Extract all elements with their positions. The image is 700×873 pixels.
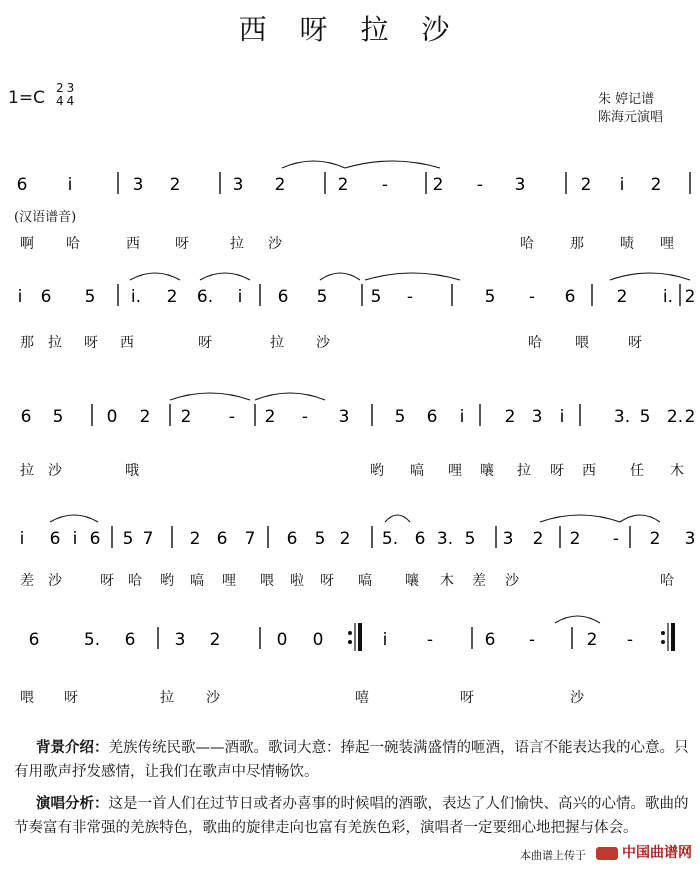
- note: 6: [277, 287, 289, 307]
- singer-credit: 陈海元演唱: [598, 110, 664, 125]
- note: -: [228, 407, 236, 427]
- note: -: [612, 529, 620, 549]
- note: 2: [169, 175, 181, 195]
- note: 3: [684, 529, 696, 549]
- lyric-char: 哟: [370, 463, 384, 479]
- note: 2: [684, 287, 696, 307]
- note: 6: [414, 529, 426, 549]
- lyric-char: 沙: [570, 690, 584, 706]
- lyric-char: 呀: [100, 573, 114, 589]
- lyric-char: 呀: [550, 463, 564, 479]
- lyric-char: 喂: [575, 335, 589, 351]
- lyric-char: 哩: [222, 573, 236, 589]
- slur: [610, 273, 690, 280]
- lyric-char: 嚷: [480, 463, 494, 479]
- lyric-char: 沙: [268, 236, 282, 252]
- lyric-char: 嘻: [355, 690, 369, 706]
- lyric-char: 哈: [128, 573, 142, 589]
- note: 2: [504, 407, 516, 427]
- note: 5.: [83, 630, 101, 650]
- lyric-char: 西: [120, 335, 134, 351]
- note: 2: [580, 175, 592, 195]
- note: 6: [40, 287, 52, 307]
- lyric-char: 哦: [125, 463, 139, 479]
- note: 0: [312, 630, 324, 650]
- lyric-char: 喂: [260, 573, 274, 589]
- lyric-char: 拉: [270, 335, 284, 351]
- note: 5: [84, 287, 96, 307]
- lyric-char: 拉: [48, 335, 62, 351]
- note: 2: [339, 529, 351, 549]
- lyric-char: 呀: [628, 335, 642, 351]
- note: 6: [49, 529, 61, 549]
- note: i: [72, 529, 78, 549]
- note: 2: [166, 287, 178, 307]
- note: 3.: [613, 407, 631, 427]
- lyric-char: 嗃: [358, 573, 372, 589]
- note: 6.: [196, 287, 214, 307]
- lyric-char: 沙: [206, 690, 220, 706]
- note: 2.: [666, 407, 684, 427]
- note: 6: [20, 407, 32, 427]
- slur: [130, 273, 180, 280]
- note: 2: [569, 529, 581, 549]
- lyric-char: 任: [630, 463, 644, 479]
- slur: [255, 393, 325, 400]
- note: 5: [314, 529, 326, 549]
- note: 6: [484, 630, 496, 650]
- note: 5: [52, 407, 64, 427]
- site-logo[interactable]: [596, 842, 692, 862]
- key-signature: 1=C: [8, 88, 45, 108]
- repeat-dot: [661, 631, 665, 635]
- note: 6: [426, 407, 438, 427]
- lyric-char: 木: [440, 573, 454, 589]
- repeat-dot: [348, 631, 352, 635]
- slur: [345, 161, 440, 168]
- note: 2: [432, 175, 444, 195]
- note: i: [17, 287, 23, 307]
- note: i: [19, 529, 25, 549]
- note: 3: [232, 175, 244, 195]
- note: 6: [286, 529, 298, 549]
- lyric-char: 呀: [84, 335, 98, 351]
- meter-3-4: 3 4: [66, 81, 75, 108]
- lyric-char: 啧: [620, 236, 634, 252]
- background-intro: [14, 736, 694, 784]
- notation-label: (汉语谱音): [14, 210, 77, 225]
- lyric-char: 哟: [160, 573, 174, 589]
- note: 2: [649, 529, 661, 549]
- note: 5: [484, 287, 496, 307]
- note: 2: [337, 175, 349, 195]
- note: 6: [216, 529, 228, 549]
- note: 5: [122, 529, 134, 549]
- lyric-line-3: [0, 460, 700, 480]
- lyric-char: 西: [126, 236, 140, 252]
- note: 5: [316, 287, 328, 307]
- note: 3: [132, 175, 144, 195]
- lyric-char: 拉: [230, 236, 244, 252]
- note: 5.: [381, 529, 399, 549]
- lyric-char: 啦: [290, 573, 304, 589]
- note: i.: [662, 287, 674, 307]
- note: 7: [142, 529, 154, 549]
- slur: [200, 273, 250, 280]
- lyric-char: 西: [582, 463, 596, 479]
- lyric-line-1: [0, 233, 700, 253]
- meter-2-4: 2 4: [56, 81, 64, 108]
- note: 5: [370, 287, 382, 307]
- lyric-char: 嗃: [410, 463, 424, 479]
- note: i: [67, 175, 73, 195]
- note: 3: [174, 630, 186, 650]
- note: 6: [124, 630, 136, 650]
- transcriber-credit: 朱 婷记谱: [598, 92, 655, 107]
- lyric-char: 拉: [160, 690, 174, 706]
- note: 2: [532, 529, 544, 549]
- lyric-char: 木: [670, 463, 684, 479]
- singing-analysis: [14, 792, 694, 840]
- note: 2: [189, 529, 201, 549]
- upload-note: 本曲谱上传于: [520, 849, 586, 862]
- lyric-char: 哩: [448, 463, 462, 479]
- note: 2: [650, 175, 662, 195]
- note: -: [381, 175, 389, 195]
- note: -: [476, 175, 484, 195]
- note: -: [426, 630, 434, 650]
- note: 0: [106, 407, 118, 427]
- lyric-char: 嗃: [190, 573, 204, 589]
- note: i: [619, 175, 625, 195]
- lyric-char: 差: [20, 573, 34, 589]
- note: 3: [514, 175, 526, 195]
- lyric-line-5: [0, 687, 700, 707]
- note: 2: [684, 407, 696, 427]
- note: 2: [180, 407, 192, 427]
- note: i: [459, 407, 465, 427]
- lyric-char: 那: [570, 236, 584, 252]
- note: -: [528, 287, 536, 307]
- note: 2: [274, 175, 286, 195]
- note: 2: [209, 630, 221, 650]
- slur: [320, 273, 360, 280]
- lyric-char: 沙: [316, 335, 330, 351]
- lyric-line-2: [0, 332, 700, 352]
- lyric-char: 哈: [66, 236, 80, 252]
- lyric-char: 嚷: [405, 573, 419, 589]
- background-label: 背景介绍：: [36, 740, 109, 756]
- note: 5: [394, 407, 406, 427]
- note: 2: [264, 407, 276, 427]
- lyric-char: 呀: [64, 690, 78, 706]
- note: 6: [16, 175, 28, 195]
- note: 6: [28, 630, 40, 650]
- song-title: 西 呀 拉 沙: [238, 13, 462, 46]
- analysis-label: 演唱分析：: [36, 796, 109, 812]
- note: 2: [139, 407, 151, 427]
- slur: [282, 161, 345, 168]
- note: 6: [89, 529, 101, 549]
- note: 6: [564, 287, 576, 307]
- note: 7: [244, 529, 256, 549]
- note: 3: [338, 407, 350, 427]
- slur: [385, 515, 410, 522]
- lyric-char: 啊: [20, 236, 34, 252]
- note: 5: [639, 407, 651, 427]
- note: 5: [464, 529, 476, 549]
- note: 2: [586, 630, 598, 650]
- note: -: [626, 630, 634, 650]
- lyric-char: 差: [472, 573, 486, 589]
- slur: [540, 515, 620, 522]
- lyric-char: 拉: [517, 463, 531, 479]
- lyric-char: 呀: [320, 573, 334, 589]
- lyric-char: 哈: [520, 236, 534, 252]
- note: i: [237, 287, 243, 307]
- lyric-char: 哩: [660, 236, 674, 252]
- slur: [50, 515, 98, 522]
- repeat-dot: [348, 640, 352, 644]
- lyric-char: 沙: [48, 463, 62, 479]
- slur: [620, 515, 660, 522]
- slur: [555, 616, 600, 623]
- note: 2: [616, 287, 628, 307]
- lyric-char: 哈: [660, 573, 674, 589]
- lyric-char: 呀: [175, 236, 189, 252]
- background-text: 羌族传统民歌——酒歌。歌词大意：捧起一碗装满盛情的咂酒，语言不能表达我的心意。只有用歌声抒发感情，让我们在歌声中尽情畅饮。: [14, 740, 689, 780]
- lyric-char: 哈: [528, 335, 542, 351]
- lyric-char: 拉: [20, 463, 34, 479]
- note: 3: [531, 407, 543, 427]
- site-name: 中国曲谱网: [622, 845, 692, 861]
- note: 0: [276, 630, 288, 650]
- logo-icon: [596, 847, 618, 860]
- lyric-char: 喂: [20, 690, 34, 706]
- note: -: [406, 287, 414, 307]
- note: i: [382, 630, 388, 650]
- lyric-char: 呀: [460, 690, 474, 706]
- lyric-char: 呀: [198, 335, 212, 351]
- note: i.: [130, 287, 142, 307]
- note: -: [301, 407, 309, 427]
- lyric-line-4: [0, 570, 700, 590]
- lyric-char: 那: [20, 335, 34, 351]
- note: 3: [502, 529, 514, 549]
- note: i: [559, 407, 565, 427]
- lyric-char: 沙: [505, 573, 519, 589]
- analysis-text: 这是一首人们在过节日或者办喜事的时候唱的酒歌，表达了人们愉快、高兴的心情。歌曲的节奏富有非常强的羌族特色，歌曲的旋律走向也富有羌族色彩，演唱者一定要细心地把握与体会。: [14, 796, 689, 836]
- repeat-dot: [661, 640, 665, 644]
- slur: [365, 273, 460, 280]
- note: 3.: [436, 529, 454, 549]
- lyric-char: 沙: [48, 573, 62, 589]
- note: -: [528, 630, 536, 650]
- slur: [170, 393, 250, 400]
